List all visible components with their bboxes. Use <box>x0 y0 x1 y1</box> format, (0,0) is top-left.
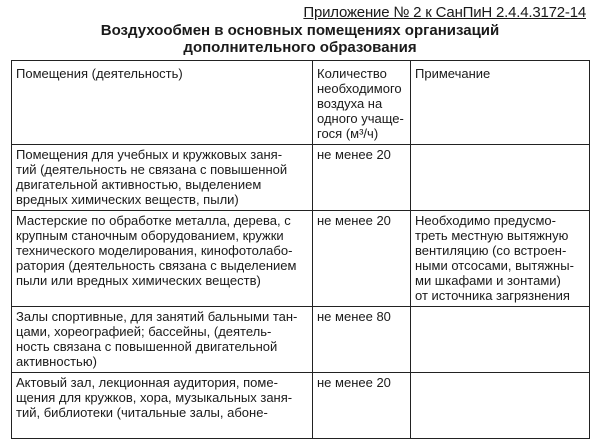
air-cell: не менее 20 <box>313 211 411 307</box>
air-cell: не менее 20 <box>313 145 411 211</box>
table-row <box>12 211 590 307</box>
air-exchange-table <box>11 60 590 439</box>
table-row <box>12 307 590 373</box>
header-rooms: Помещения (деятельность) <box>12 61 313 145</box>
room-cell: Помещения для учебных и кружковых заня- тий (деятельность не связана с повышенной двигательной активностью, выделением вредных химических веществ, пыли) <box>12 145 313 211</box>
table-row <box>12 145 590 211</box>
air-cell: не менее 20 <box>313 373 411 439</box>
room-cell: Залы спортивные, для занятий бальными тан- цами, хореографией; бассейны, (деятель- ность связана с повышенной двигательной активностью) <box>12 307 313 373</box>
note-cell: Необходимо предусмо- треть местную вытяжную вентиляцию (со встроен- ными отсосами, вытяжны- ми шкафами и зонтами) от источника загрязнения <box>411 211 590 307</box>
note-cell <box>411 373 590 439</box>
note-cell <box>411 307 590 373</box>
room-cell: Мастерские по обработке металла, дерева, с крупным станочным оборудованием, кружки технического моделирования, кинофотолабо- ратория (деятельность связана с выделением пыли или вредных химических веществ) <box>12 211 313 307</box>
header-air-quantity: Количество необходимого воздуха на одного учаще- гося (м³/ч) <box>313 61 411 145</box>
title-line-1: Воздухообмен в основных помещениях организаций <box>100 22 500 39</box>
appendix-label: Приложение № 2 к СанПиН 2.4.4.3172-14 <box>303 4 586 21</box>
document-title <box>0 22 600 56</box>
table-row <box>12 373 590 439</box>
title-line-2: дополнительного образования <box>183 39 417 56</box>
table-header-row <box>12 61 590 145</box>
air-cell: не менее 80 <box>313 307 411 373</box>
room-cell: Актовый зал, лекционная аудитория, поме- щения для кружков, хора, музыкальных заня- тий, библиотеки (читальные залы, абоне- <box>12 373 313 439</box>
header-note: Примечание <box>411 61 590 145</box>
note-cell <box>411 145 590 211</box>
